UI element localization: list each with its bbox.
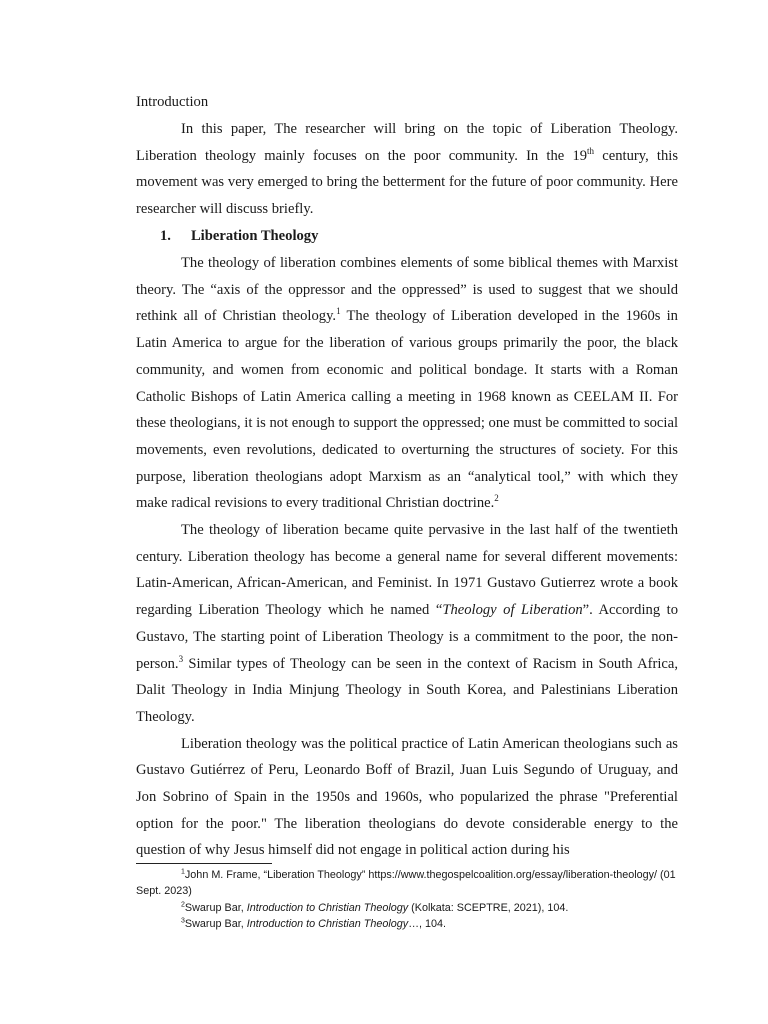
section-heading bbox=[160, 223, 318, 250]
footnote bbox=[136, 900, 678, 916]
section-number: 1. bbox=[160, 228, 171, 244]
text-run: John M. Frame, “Liberation Theology” https://www.thegospelcoalition.org/essay/liberation-theology/ (01 Sept. 2023) bbox=[136, 869, 676, 898]
footnote-marker: 3 bbox=[178, 653, 184, 664]
footnote-marker: 2 bbox=[181, 901, 185, 908]
italic-title: Introduction to Christian Theology bbox=[246, 901, 409, 914]
italic-title: Introduction to Christian Theology bbox=[246, 917, 409, 930]
intro-heading: Introduction bbox=[136, 94, 209, 110]
footnote-marker: 1 bbox=[181, 868, 185, 876]
footnote-marker: 1 bbox=[336, 306, 341, 317]
section-title: Liberation Theology bbox=[190, 228, 319, 244]
text-run: Swarup Bar, bbox=[184, 901, 247, 914]
footnote-marker: 3 bbox=[181, 917, 185, 925]
footnote-separator bbox=[136, 863, 272, 864]
text-run: The theology of liberation combines elements of some biblical themes with Marxist theory. The “axis of the oppressor and the oppressed” is used to suggest that we should rethink all of Christian theology. bbox=[136, 255, 678, 325]
body-text bbox=[136, 250, 678, 864]
paragraph bbox=[136, 731, 678, 865]
text-run: ”. According to Gustavo, The starting point of Liberation Theology is a commitment to the poor, the non-person. bbox=[136, 602, 678, 672]
text-run: Liberation theology was the political practice of Latin American theologians such as Gustavo Gutiérrez of Peru, Leonardo Boff of Brazil, Juan Luis Segundo of Uruguay, and Jon Sobrino of Spain in the 1950s and 1960s, who popularized the phrase "Preferential option for the poor." The liberation theologians do devote considerable energy to the question of why Jesus himself did not engage in political action during his bbox=[136, 735, 678, 859]
text-run: The theology of liberation became quite pervasive in the last half of the twentieth century. Liberation theology has become a general name for several different movements: Latin-American, African-American, and Feminist. In 1971 Gustavo Gutierrez wrote a book regarding Liberation Theology which he named “ bbox=[136, 522, 678, 619]
footnote-marker: 2 bbox=[494, 493, 499, 504]
paragraph bbox=[136, 250, 678, 517]
footnote-marker: th bbox=[587, 145, 595, 156]
text-run: …, 104. bbox=[408, 917, 446, 930]
text-run: (Kolkata: SCEPTRE, 2021), 104. bbox=[408, 901, 569, 914]
footnote bbox=[136, 867, 678, 900]
text-run: In this paper, The researcher will bring on the topic of Liberation Theology. Liberation theology mainly focuses on the poor community. In the 19 bbox=[136, 121, 678, 164]
footnotes bbox=[136, 867, 678, 932]
text-run: Swarup Bar, bbox=[184, 917, 247, 930]
text-run: The theology of Liberation developed in the 1960s in Latin America to argue for the liberation of various groups primarily the poor, the black community, and women from economic and political bondage. It starts with a Roman Catholic Bishops of Latin America calling a meeting in 1968 known as CEELAM II. For these theologians, it is not enough to support the oppressed; one must be committed to social movements, even revolutions, dedicated to overturning the structures of society. For this purpose, liberation theologians adopt Marxism as an “analytical tool,” with which they make radical revisions to every traditional Christian doctrine. bbox=[136, 308, 678, 512]
paragraph bbox=[136, 517, 678, 731]
footnote bbox=[136, 916, 678, 932]
italic-title: Theology of Liberation bbox=[442, 602, 583, 619]
text-run: century, this movement was very emerged to bring the betterment for the future of poor community. Here researcher will discuss briefly. bbox=[136, 147, 678, 218]
text-run: Similar types of Theology can be seen in the context of Racism in South Africa, Dalit Theology in India Minjung Theology in South Korea, and Palestinians Liberation Theology. bbox=[136, 655, 678, 725]
intro-paragraph bbox=[136, 116, 678, 223]
